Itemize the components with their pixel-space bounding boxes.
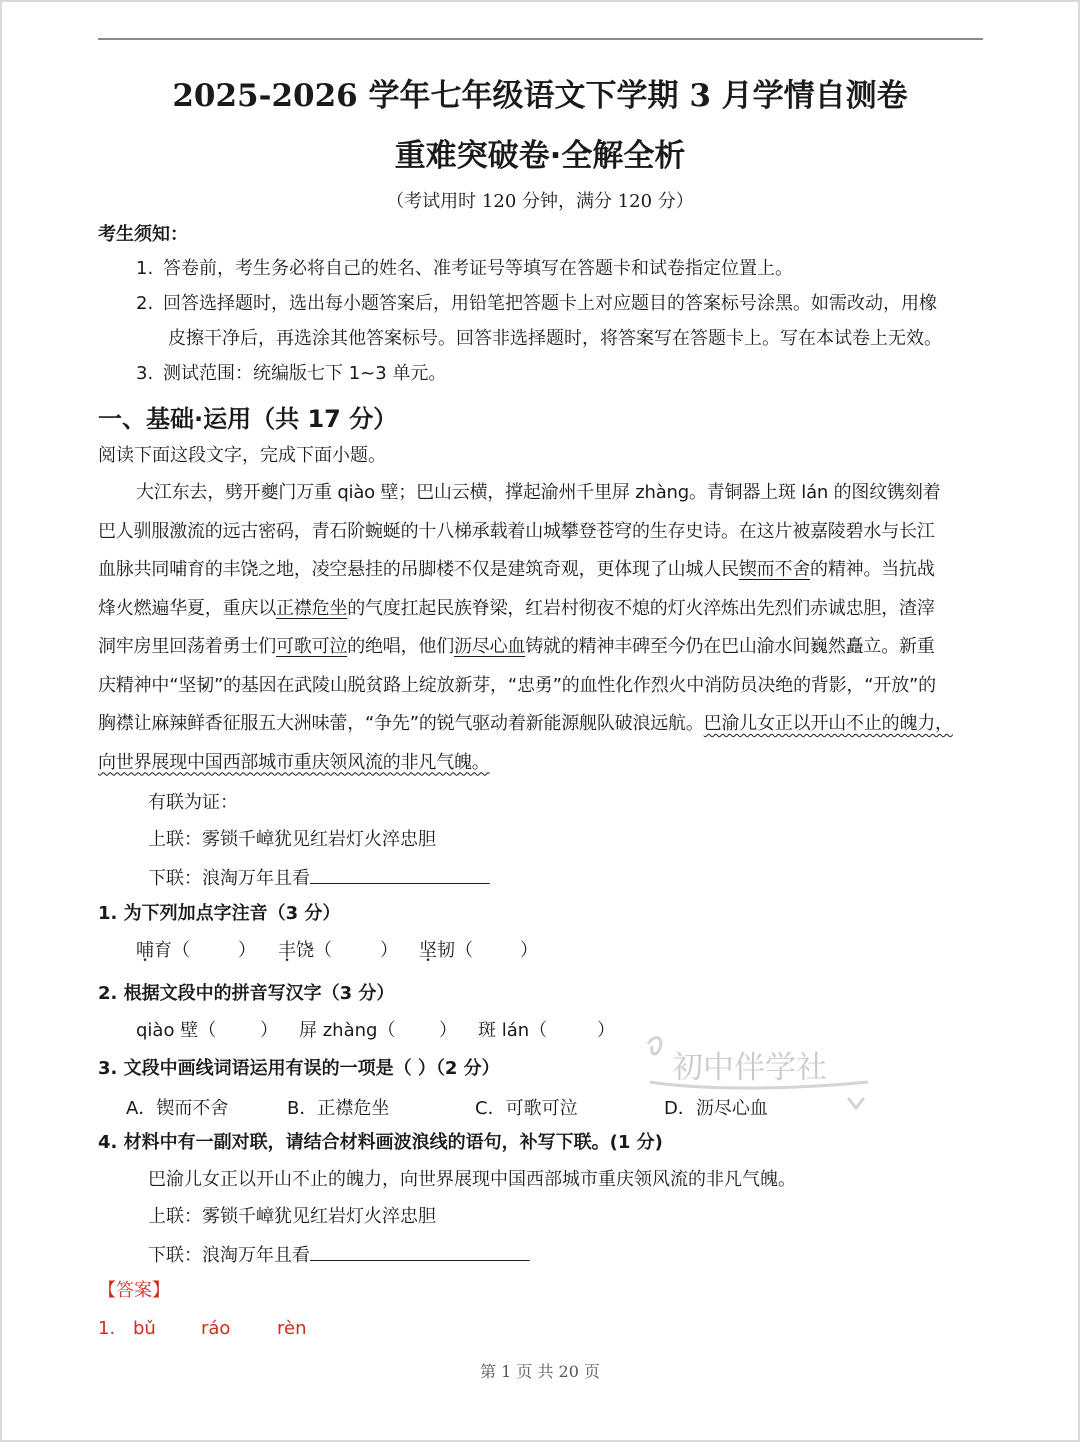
q1-close-2: ） xyxy=(380,940,398,961)
notice-item-1-num: 1. xyxy=(136,258,154,279)
q4-upper: 上联：雾锁千嶂犹见红岩灯火淬忠胆 xyxy=(148,1206,436,1227)
passage-line: 血脉共同哺 •育的丰饶 •之地，凌空悬挂的吊脚楼不仅是建筑奇观，更体现了山城人民锲而不舍的精神。当抗战 xyxy=(98,551,986,590)
answer-1-c: rèn xyxy=(277,1318,307,1339)
dotted-char-rao: 饶 • xyxy=(240,559,258,580)
section-heading: 一、基础·运用（共 17 分） xyxy=(98,405,398,433)
underlined-phrase-b: 正襟危坐 xyxy=(276,597,348,619)
q2-item-3: 斑 lán（ xyxy=(478,1020,548,1041)
question-3-title: 3. 文段中画线词语运用有误的一项是（ ）（2 分） xyxy=(98,1058,500,1079)
notice-item-1: 答卷前，考生务必将自己的姓名、准考证号等填写在答题卡和试卷指定位置上。 xyxy=(163,258,793,279)
answer-1-a: bǔ xyxy=(133,1318,156,1339)
notice-item-2-line-2: 皮擦干净后，再选涂其他答案标号。回答非选择题时，将答案写在答题卡上。写在本试卷上无效。 xyxy=(168,328,942,349)
question-1-title: 1. 为下列加点字注音（3 分） xyxy=(98,903,341,924)
exam-title: 2025-2026 学年七年级语文下学期 3 月学情自测卷 xyxy=(172,78,908,114)
q1-item-rao: 丰饶（ xyxy=(278,940,332,961)
exam-info: （考试用时 120 分钟，满分 120 分） xyxy=(386,191,694,212)
exam-subtitle: 重难突破卷·全解全析 xyxy=(394,138,686,174)
underlined-phrase-d: 沥尽心血 xyxy=(454,636,526,657)
couplet-upper: 上联：雾锁千嶂犹见红岩灯火淬忠胆 xyxy=(148,829,436,850)
q2-close-2: ） xyxy=(439,1020,457,1041)
underlined-phrase-c: 可歌可泣 xyxy=(276,636,348,657)
dotted-char-bu: 哺 • xyxy=(169,559,187,580)
q1-item-bu: 哺育（ xyxy=(136,940,190,961)
q2-item-2: 屏 zhàng（ xyxy=(299,1020,396,1041)
notice-heading: 考生须知： xyxy=(98,224,188,245)
answer-1-b: ráo xyxy=(201,1318,231,1339)
couplet-lower: 下联：浪淘万年且看 xyxy=(148,865,490,891)
reading-passage xyxy=(98,474,986,782)
wavy-sentence-part-1: 巴渝儿女正以开山不止的魄力， xyxy=(703,713,953,734)
q1-close-3: ） xyxy=(520,940,538,961)
question-2-title: 2. 根据文段中的拼音写汉字（3 分） xyxy=(98,983,395,1004)
answer-label: 【答案】 xyxy=(98,1280,170,1301)
q3-option-a: A．锲而不舍 xyxy=(126,1098,229,1119)
dotted-char-ren: 韧 • xyxy=(196,675,214,696)
underlined-phrase-a: 锲而不舍 xyxy=(738,559,811,580)
passage-line: 胸襟让麻辣鲜香征服五大洲味蕾，“争先”的锐气驱动着新能源舰队破浪远航。巴渝儿女正以开山不止的魄力， xyxy=(98,713,953,734)
notice-item-2-num: 2. xyxy=(136,293,154,314)
passage-line xyxy=(98,744,986,783)
passage-line: 庆精神中“坚韧 •”的基因在武陵山脱贫路上绽放新芽，“忠勇”的血性化作烈火中消防员决绝的背影，“开放”的 xyxy=(98,667,986,706)
q3-option-d: D．沥尽心血 xyxy=(664,1098,768,1119)
couplet-blank xyxy=(310,865,490,884)
couplet-intro: 有联为证： xyxy=(148,792,238,813)
q3-option-c: C．可歌可泣 xyxy=(475,1098,578,1119)
wavy-sentence-part-2: 向世界展现中国西部城市重庆领风流的非凡气魄。 xyxy=(98,751,490,773)
q4-quote: 巴渝儿女正以开山不止的魄力，向世界展现中国西部城市重庆领风流的非凡气魄。 xyxy=(148,1169,796,1190)
watermark-text: 初中伴学社 xyxy=(672,1050,827,1086)
q2-close-1: ） xyxy=(260,1020,278,1041)
notice-item-3: 测试范围：统编版七下 1~3 单元。 xyxy=(163,363,447,384)
q4-blank xyxy=(310,1242,530,1261)
notice-item-3-num: 3. xyxy=(136,363,154,384)
q1-item-ren: 坚韧（ xyxy=(419,940,473,961)
notice-item-2-line-1: 回答选择题时，选出每小题答案后，用铅笔把答题卡上对应题目的答案标号涂黑。如需改动，用橡 xyxy=(163,293,937,314)
q1-close-1: ） xyxy=(238,940,256,961)
reading-instruction: 阅读下面这段文字，完成下面小题。 xyxy=(98,445,386,466)
passage-line: 巴人驯服激流的远古密码，青石阶蜿蜒的十八梯承载着山城攀登苍穹的生存史诗。在这片被嘉陵碧水与长江 xyxy=(98,520,935,542)
header-rule xyxy=(98,38,983,40)
answer-1-num: 1. xyxy=(98,1318,116,1339)
passage-line: 烽火燃遍华夏，重庆以正襟危坐的气度扛起民族脊梁，红岩村彻夜不熄的灯火淬炼出先烈们赤诚忠胆，渣滓 xyxy=(98,597,935,619)
q2-close-3: ） xyxy=(597,1020,615,1041)
q3-option-b: B．正襟危坐 xyxy=(287,1098,390,1119)
passage-line: 洞牢房里回荡着勇士们可歌可泣的绝唱，他们沥尽心血铸就的精神丰碑至今仍在巴山渝水间巍然矗立。新重 xyxy=(98,636,935,657)
page-footer: 第 1 页 共 20 页 xyxy=(480,1362,600,1381)
question-4-title: 4. 材料中有一副对联，请结合材料画波浪线的语句，补写下联。(1 分) xyxy=(98,1132,663,1153)
passage-line: 大江东去，劈开夔门万重 qiào 壁；巴山云横，撑起渝州千里屏 zhàng。青铜器上斑 lán 的图纹镌刻着 xyxy=(136,482,941,503)
q2-item-1: qiào 壁（ xyxy=(136,1020,217,1041)
q4-lower: 下联：浪淘万年且看 xyxy=(148,1242,530,1268)
